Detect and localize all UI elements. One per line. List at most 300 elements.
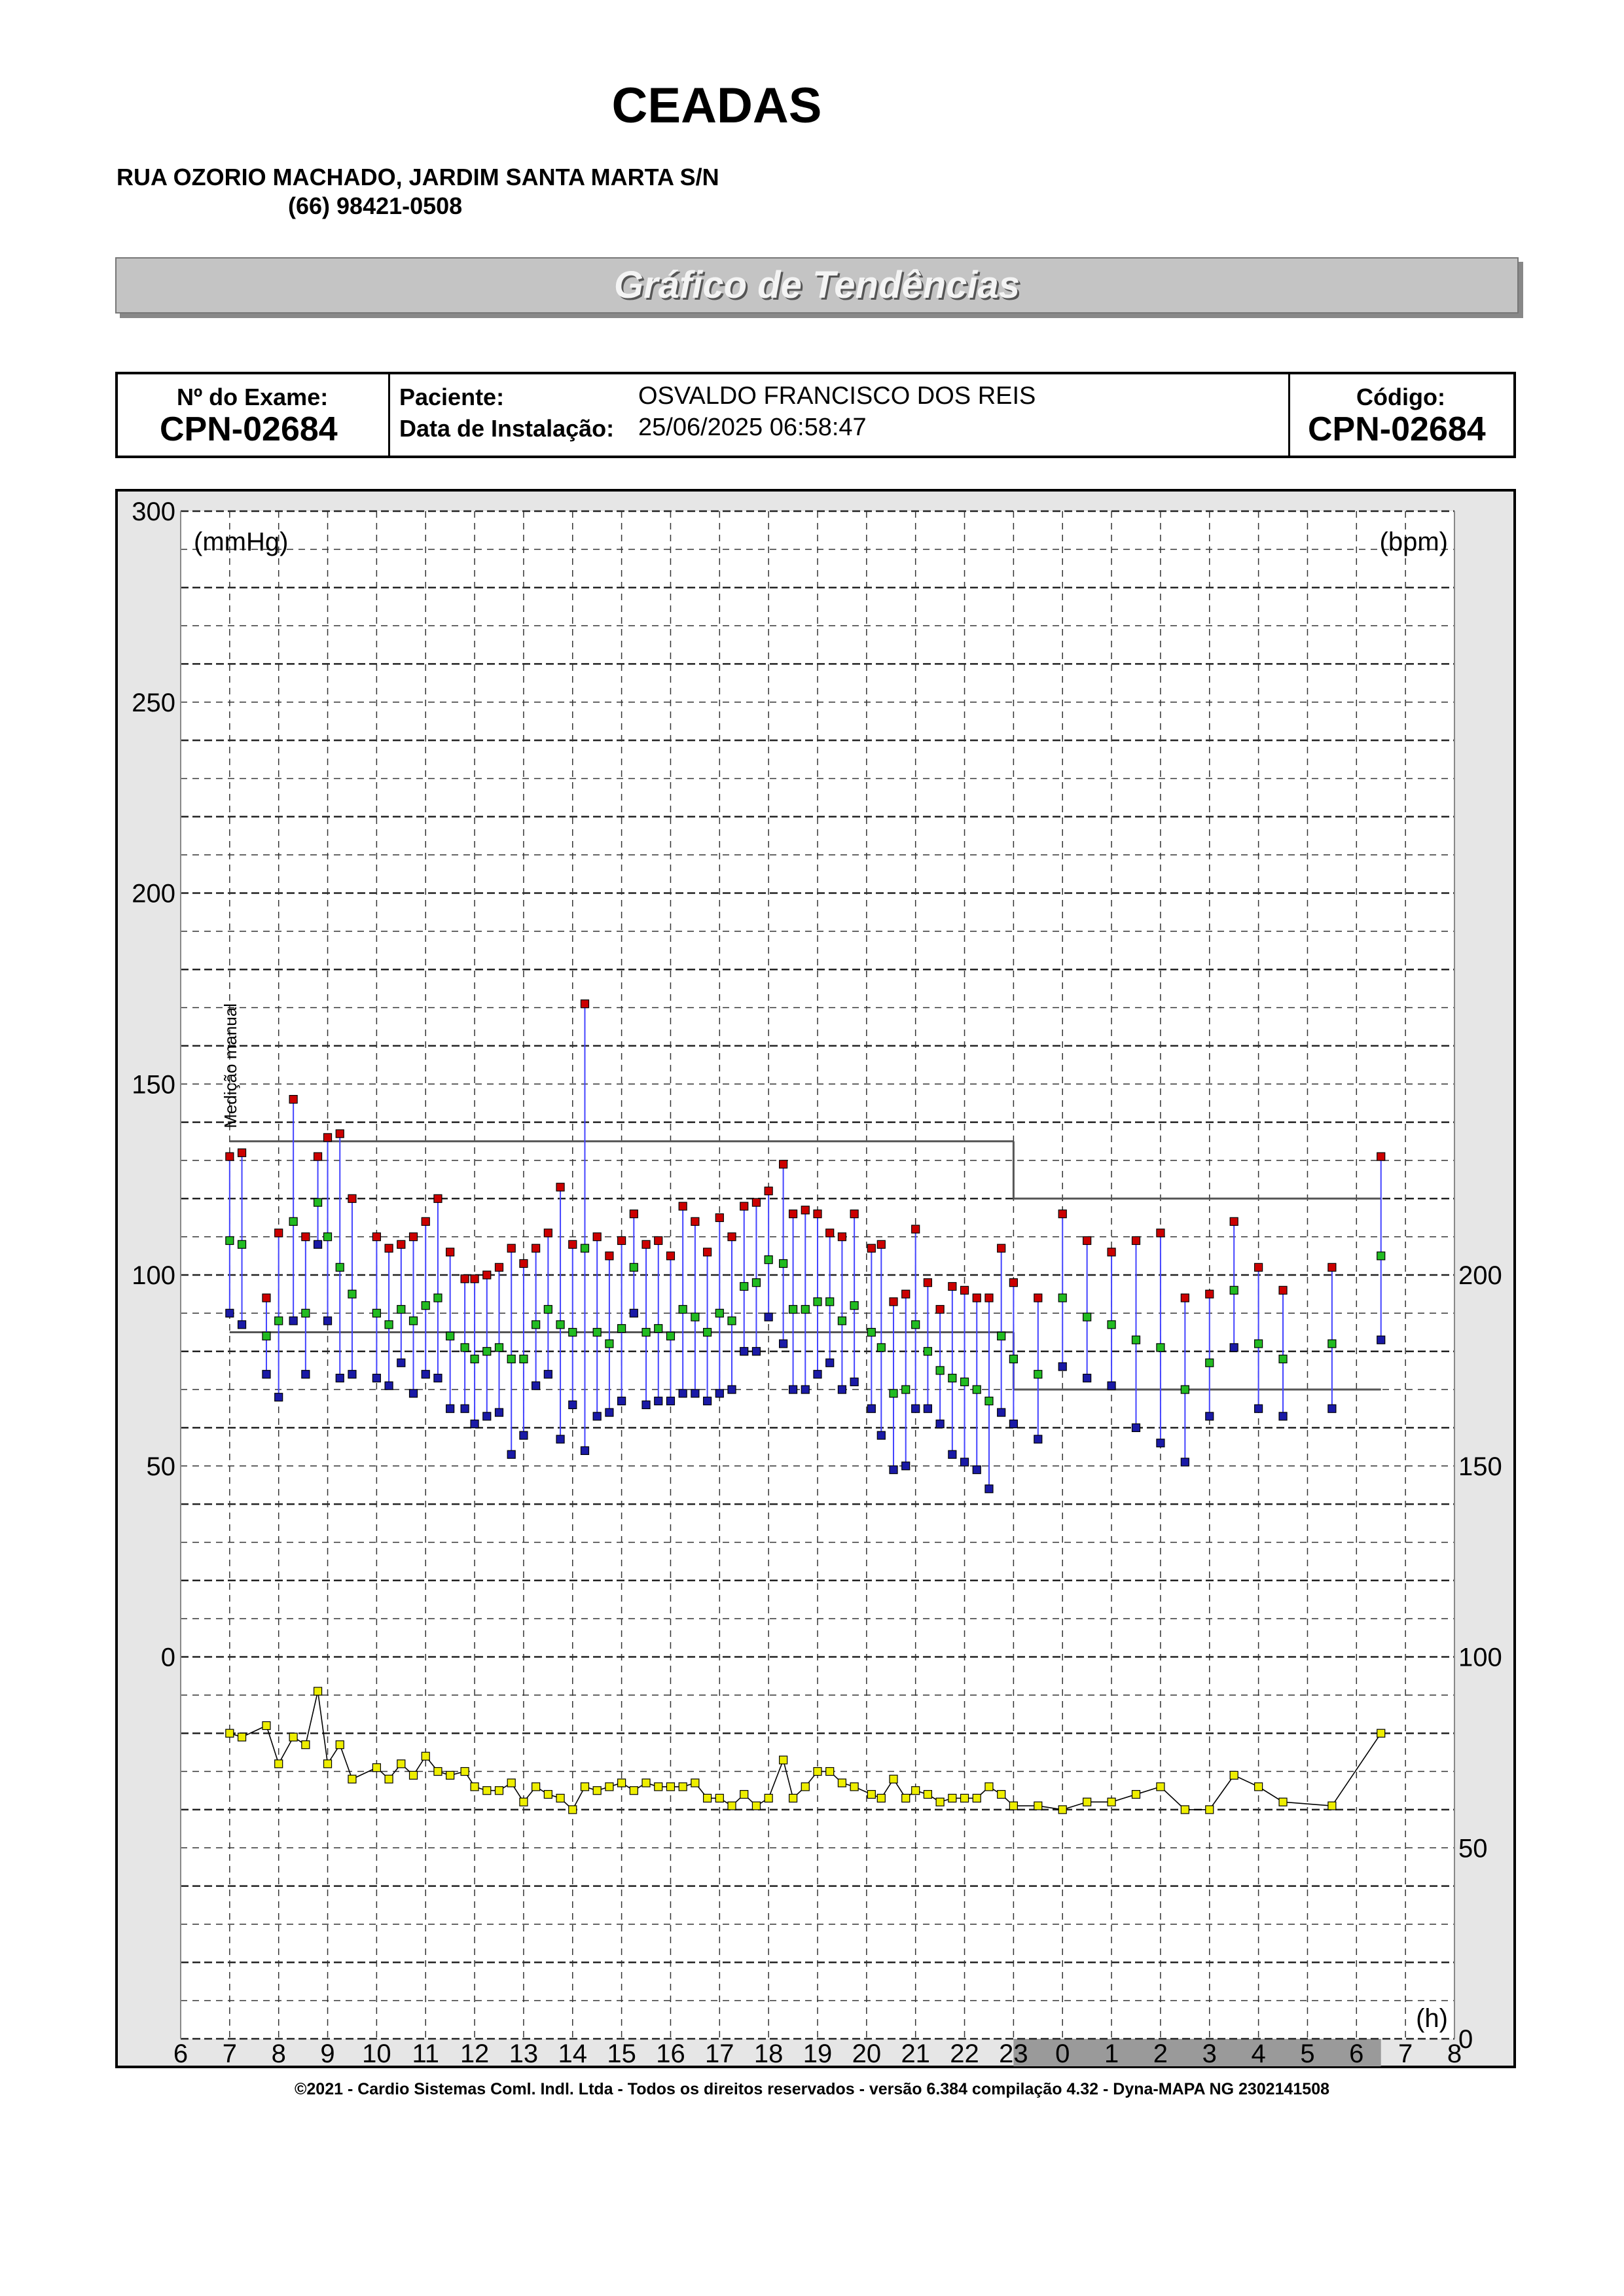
x-axis-tick-label: 9 xyxy=(320,2039,335,2068)
systolic-point xyxy=(912,1225,920,1233)
diastolic-point xyxy=(372,1374,380,1382)
mean-pressure-point xyxy=(385,1321,393,1329)
x-axis-tick-label: 16 xyxy=(656,2039,685,2068)
systolic-point xyxy=(924,1279,931,1287)
systolic-point xyxy=(1108,1248,1115,1256)
diastolic-point xyxy=(691,1390,699,1397)
mean-pressure-point xyxy=(446,1332,454,1340)
heart-rate-point xyxy=(569,1806,577,1814)
mean-pressure-point xyxy=(998,1332,1005,1340)
mean-pressure-point xyxy=(1255,1340,1263,1348)
mean-pressure-point xyxy=(912,1321,920,1329)
x-axis-tick-label: 15 xyxy=(607,2039,636,2068)
heart-rate-point xyxy=(1328,1802,1336,1810)
heart-rate-point xyxy=(507,1779,515,1787)
diastolic-point xyxy=(385,1382,393,1390)
heart-rate-point xyxy=(801,1783,809,1791)
mean-pressure-point xyxy=(520,1355,528,1363)
diastolic-point xyxy=(471,1420,478,1428)
mean-pressure-point xyxy=(372,1309,380,1317)
heart-rate-point xyxy=(1255,1783,1263,1791)
mean-pressure-point xyxy=(397,1306,405,1314)
code-value: CPN-02684 xyxy=(1308,410,1486,448)
systolic-point xyxy=(691,1217,699,1225)
mean-pressure-point xyxy=(838,1317,846,1325)
systolic-point xyxy=(1083,1236,1091,1244)
heart-rate-point xyxy=(814,1768,821,1776)
info-divider xyxy=(388,374,390,456)
copyright-footer: ©2021 - Cardio Sistemas Coml. Indl. Ltda - Todos os direitos reservados - versão 6.384 compilação 4.32 - Dyna-MAPA NG 2302141508 xyxy=(294,2080,1330,2098)
systolic-point xyxy=(780,1160,787,1168)
clinic-name: CEADAS xyxy=(611,78,822,134)
systolic-point xyxy=(961,1286,969,1294)
systolic-point xyxy=(507,1244,515,1252)
heart-rate-point xyxy=(1058,1806,1066,1814)
mean-pressure-point xyxy=(1108,1321,1115,1329)
diastolic-point xyxy=(461,1405,469,1412)
clinic-address: RUA OZORIO MACHADO, JARDIM SANTA MARTA S/N xyxy=(117,164,719,190)
systolic-point xyxy=(410,1233,418,1241)
x-axis-tick-label: 0 xyxy=(1055,2039,1070,2068)
mean-pressure-point xyxy=(410,1317,418,1325)
heart-rate-point xyxy=(890,1775,897,1783)
mean-pressure-point xyxy=(789,1306,797,1314)
mean-pressure-point xyxy=(1083,1313,1091,1321)
x-axis-tick-label: 6 xyxy=(1349,2039,1364,2068)
diastolic-point xyxy=(507,1450,515,1458)
diastolic-point xyxy=(985,1485,993,1493)
heart-rate-point xyxy=(740,1791,748,1799)
systolic-point xyxy=(704,1248,712,1256)
systolic-point xyxy=(728,1233,736,1241)
diastolic-point xyxy=(593,1412,601,1420)
systolic-point xyxy=(1279,1286,1287,1294)
diastolic-point xyxy=(1377,1336,1385,1344)
heart-rate-point xyxy=(630,1787,638,1795)
diastolic-point xyxy=(1328,1405,1336,1412)
systolic-point xyxy=(1328,1263,1336,1271)
mean-pressure-point xyxy=(1377,1252,1385,1260)
diastolic-point xyxy=(740,1348,748,1355)
diastolic-point xyxy=(655,1397,662,1405)
mean-pressure-point xyxy=(226,1236,234,1244)
systolic-point xyxy=(483,1271,491,1279)
heart-rate-point xyxy=(1279,1798,1287,1806)
mean-pressure-point xyxy=(801,1306,809,1314)
heart-rate-point xyxy=(998,1791,1005,1799)
mean-pressure-point xyxy=(630,1263,638,1271)
heart-rate-point xyxy=(704,1794,712,1802)
x-axis-tick-label: 7 xyxy=(1398,2039,1413,2068)
systolic-point xyxy=(679,1202,687,1210)
x-axis-tick-label: 3 xyxy=(1202,2039,1217,2068)
systolic-point xyxy=(877,1240,885,1248)
heart-rate-point xyxy=(544,1791,552,1799)
heart-rate-point xyxy=(262,1722,270,1730)
diastolic-point xyxy=(948,1450,956,1458)
clinic-phone: (66) 98421-0508 xyxy=(288,192,463,219)
diastolic-point xyxy=(1083,1374,1091,1382)
mean-pressure-point xyxy=(461,1344,469,1352)
systolic-point xyxy=(765,1187,772,1195)
right-axis-tick-label: 100 xyxy=(1458,1643,1502,1672)
heart-rate-point xyxy=(948,1794,956,1802)
heart-rate-point xyxy=(867,1791,875,1799)
x-axis-tick-label: 1 xyxy=(1104,2039,1119,2068)
diastolic-point xyxy=(569,1401,577,1408)
x-axis-tick-label: 13 xyxy=(509,2039,539,2068)
systolic-point xyxy=(289,1096,297,1103)
diastolic-point xyxy=(434,1374,442,1382)
diastolic-point xyxy=(890,1466,897,1474)
heart-rate-point xyxy=(520,1798,528,1806)
diastolic-point xyxy=(483,1412,491,1420)
x-axis-tick-label: 10 xyxy=(362,2039,391,2068)
heart-rate-point xyxy=(605,1783,613,1791)
heart-rate-point xyxy=(1157,1783,1164,1791)
mean-pressure-point xyxy=(1157,1344,1164,1352)
patient-label: Paciente: xyxy=(399,384,505,410)
systolic-point xyxy=(985,1294,993,1302)
systolic-point xyxy=(1255,1263,1263,1271)
heart-rate-point xyxy=(483,1787,491,1795)
systolic-point xyxy=(1181,1294,1189,1302)
heart-rate-point xyxy=(289,1733,297,1741)
heart-rate-point xyxy=(446,1771,454,1779)
x-axis-tick-label: 17 xyxy=(705,2039,734,2068)
mean-pressure-point xyxy=(1034,1371,1042,1378)
left-axis-tick-label: 300 xyxy=(132,497,175,526)
heart-rate-point xyxy=(877,1794,885,1802)
systolic-point xyxy=(314,1153,322,1160)
heart-rate-point xyxy=(1206,1806,1214,1814)
diastolic-point xyxy=(1181,1458,1189,1466)
heart-rate-point xyxy=(679,1783,687,1791)
systolic-point xyxy=(867,1244,875,1252)
systolic-point xyxy=(302,1233,310,1241)
diastolic-point xyxy=(289,1317,297,1325)
heart-rate-point xyxy=(826,1768,834,1776)
mean-pressure-point xyxy=(605,1340,613,1348)
heart-rate-point xyxy=(302,1741,310,1749)
heart-rate-point xyxy=(532,1783,540,1791)
mean-pressure-point xyxy=(581,1244,588,1252)
heart-rate-point xyxy=(618,1779,626,1787)
code-label: Código: xyxy=(1356,384,1445,410)
systolic-point xyxy=(666,1252,674,1260)
heart-rate-point xyxy=(789,1794,797,1802)
diastolic-point xyxy=(544,1371,552,1378)
x-axis-tick-label: 21 xyxy=(901,2039,930,2068)
diastolic-point xyxy=(850,1378,858,1386)
heart-rate-point xyxy=(728,1802,736,1810)
mean-pressure-point xyxy=(704,1329,712,1336)
mean-pressure-point xyxy=(752,1279,760,1287)
diastolic-point xyxy=(715,1390,723,1397)
heart-rate-point xyxy=(1132,1791,1140,1799)
heart-rate-point xyxy=(314,1687,322,1695)
heart-rate-point xyxy=(985,1783,993,1791)
diastolic-point xyxy=(556,1435,564,1443)
diastolic-point xyxy=(780,1340,787,1348)
mean-pressure-point xyxy=(507,1355,515,1363)
diastolic-point xyxy=(912,1405,920,1412)
systolic-point xyxy=(397,1240,405,1248)
diastolic-point xyxy=(1009,1420,1017,1428)
diastolic-point xyxy=(1206,1412,1214,1420)
mean-pressure-point xyxy=(556,1321,564,1329)
mean-pressure-point xyxy=(1230,1286,1238,1294)
heart-rate-point xyxy=(434,1768,442,1776)
heart-rate-point xyxy=(410,1771,418,1779)
diastolic-point xyxy=(765,1313,772,1321)
systolic-point xyxy=(752,1198,760,1206)
heart-rate-point xyxy=(385,1775,393,1783)
systolic-point xyxy=(1009,1279,1017,1287)
heart-rate-point xyxy=(397,1760,405,1768)
right-axis-tick-label: 200 xyxy=(1458,1261,1502,1290)
diastolic-point xyxy=(520,1431,528,1439)
diastolic-point xyxy=(961,1458,969,1466)
systolic-point xyxy=(655,1236,662,1244)
systolic-point xyxy=(973,1294,981,1302)
x-axis-tick-label: 20 xyxy=(852,2039,882,2068)
diastolic-point xyxy=(238,1321,246,1329)
systolic-point xyxy=(1034,1294,1042,1302)
heart-rate-point xyxy=(902,1794,910,1802)
right-axis-tick-label: 0 xyxy=(1458,2025,1473,2054)
diastolic-point xyxy=(752,1348,760,1355)
report-title-banner xyxy=(115,257,1519,314)
mean-pressure-point xyxy=(1009,1355,1017,1363)
left-axis-tick-label: 50 xyxy=(146,1452,175,1481)
mean-pressure-point xyxy=(902,1386,910,1393)
mean-pressure-point xyxy=(1058,1294,1066,1302)
x-axis-tick-label: 11 xyxy=(412,2039,439,2068)
x-axis-tick-label: 12 xyxy=(460,2039,490,2068)
diastolic-point xyxy=(973,1466,981,1474)
systolic-point xyxy=(740,1202,748,1210)
x-axis-tick-label: 8 xyxy=(1447,2039,1462,2068)
systolic-point xyxy=(581,1000,588,1008)
mean-pressure-point xyxy=(302,1309,310,1317)
heart-rate-point xyxy=(324,1760,332,1768)
mean-pressure-point xyxy=(973,1386,981,1393)
diastolic-point xyxy=(532,1382,540,1390)
mean-pressure-point xyxy=(691,1313,699,1321)
systolic-point xyxy=(461,1275,469,1283)
heart-rate-point xyxy=(1377,1729,1385,1737)
diastolic-point xyxy=(642,1401,650,1408)
mean-pressure-point xyxy=(877,1344,885,1352)
systolic-point xyxy=(948,1283,956,1291)
systolic-point xyxy=(556,1183,564,1191)
mean-pressure-point xyxy=(262,1332,270,1340)
mean-pressure-point xyxy=(765,1256,772,1264)
mean-pressure-point xyxy=(496,1344,503,1352)
right-axis-tick-label: 50 xyxy=(1458,1834,1488,1863)
mean-pressure-point xyxy=(985,1397,993,1405)
heart-rate-point xyxy=(461,1768,469,1776)
systolic-point xyxy=(262,1294,270,1302)
diastolic-point xyxy=(728,1386,736,1393)
systolic-point xyxy=(226,1153,234,1160)
mean-pressure-point xyxy=(348,1290,356,1298)
heart-rate-point xyxy=(372,1764,380,1772)
heart-rate-point xyxy=(226,1729,234,1737)
diastolic-point xyxy=(666,1397,674,1405)
diastolic-point xyxy=(275,1393,283,1401)
diastolic-point xyxy=(924,1405,931,1412)
x-axis-tick-label: 22 xyxy=(950,2039,979,2068)
systolic-point xyxy=(496,1263,503,1271)
diastolic-point xyxy=(1108,1382,1115,1390)
diastolic-point xyxy=(801,1386,809,1393)
x-axis-tick-label: 19 xyxy=(803,2039,833,2068)
heart-rate-point xyxy=(471,1783,478,1791)
heart-rate-point xyxy=(666,1783,674,1791)
left-axis-unit: (mmHg) xyxy=(194,528,289,556)
systolic-point xyxy=(998,1244,1005,1252)
mean-pressure-point xyxy=(532,1321,540,1329)
mean-pressure-point xyxy=(961,1378,969,1386)
left-axis-tick-label: 0 xyxy=(160,1643,175,1672)
mean-pressure-point xyxy=(238,1240,246,1248)
mean-pressure-point xyxy=(740,1283,748,1291)
mean-pressure-point xyxy=(948,1374,956,1382)
systolic-point xyxy=(336,1130,344,1138)
heart-rate-point xyxy=(275,1760,283,1768)
diastolic-point xyxy=(1230,1344,1238,1352)
systolic-point xyxy=(520,1259,528,1267)
mean-pressure-point xyxy=(867,1329,875,1336)
mean-pressure-point xyxy=(715,1309,723,1317)
x-axis-tick-label: 18 xyxy=(753,2039,784,2068)
mean-pressure-point xyxy=(890,1390,897,1397)
diastolic-point xyxy=(581,1446,588,1454)
mean-pressure-point xyxy=(728,1317,736,1325)
systolic-point xyxy=(850,1210,858,1218)
diastolic-point xyxy=(324,1317,332,1325)
heart-rate-point xyxy=(1181,1806,1189,1814)
systolic-point xyxy=(902,1290,910,1298)
heart-rate-point xyxy=(238,1733,246,1741)
systolic-point xyxy=(1206,1290,1214,1298)
x-axis-tick-label: 5 xyxy=(1300,2039,1315,2068)
diastolic-point xyxy=(314,1240,322,1248)
systolic-point xyxy=(434,1194,442,1202)
systolic-point xyxy=(348,1194,356,1202)
systolic-point xyxy=(789,1210,797,1218)
systolic-point xyxy=(372,1233,380,1241)
diastolic-point xyxy=(422,1371,429,1378)
heart-rate-point xyxy=(655,1783,662,1791)
mean-pressure-point xyxy=(1132,1336,1140,1344)
mean-pressure-point xyxy=(618,1325,626,1333)
mean-pressure-point xyxy=(655,1325,662,1333)
diastolic-point xyxy=(867,1405,875,1412)
heart-rate-point xyxy=(765,1794,772,1802)
diastolic-point xyxy=(302,1371,310,1378)
diastolic-point xyxy=(605,1408,613,1416)
diastolic-point xyxy=(1279,1412,1287,1420)
diastolic-point xyxy=(226,1309,234,1317)
exam-number-label: Nº do Exame: xyxy=(177,384,329,410)
left-axis-tick-label: 200 xyxy=(132,879,175,908)
report-title: Gráfico de Tendências xyxy=(614,264,1020,306)
heart-rate-point xyxy=(1034,1802,1042,1810)
diastolic-point xyxy=(877,1431,885,1439)
mean-pressure-point xyxy=(324,1233,332,1241)
systolic-point xyxy=(446,1248,454,1256)
diastolic-point xyxy=(618,1397,626,1405)
systolic-point xyxy=(1230,1217,1238,1225)
right-axis-unit: (bpm) xyxy=(1379,528,1448,556)
diastolic-point xyxy=(397,1359,405,1367)
heart-rate-point xyxy=(715,1794,723,1802)
x-axis-tick-label: 14 xyxy=(558,2039,588,2068)
heart-rate-point xyxy=(936,1798,944,1806)
diastolic-point xyxy=(1034,1435,1042,1443)
mean-pressure-point xyxy=(936,1367,944,1374)
x-axis-tick-label: 23 xyxy=(999,2039,1028,2068)
mean-pressure-point xyxy=(593,1329,601,1336)
heart-rate-point xyxy=(496,1787,503,1795)
mean-pressure-point xyxy=(780,1259,787,1267)
systolic-point xyxy=(569,1240,577,1248)
diastolic-point xyxy=(998,1408,1005,1416)
systolic-point xyxy=(936,1306,944,1314)
heart-rate-point xyxy=(581,1783,588,1791)
heart-rate-point xyxy=(1230,1771,1238,1779)
systolic-point xyxy=(238,1149,246,1157)
info-divider xyxy=(1288,374,1290,456)
heart-rate-point xyxy=(556,1794,564,1802)
mean-pressure-point xyxy=(422,1302,429,1310)
x-axis-tick-label: 8 xyxy=(271,2039,286,2068)
heart-rate-point xyxy=(348,1775,356,1783)
mean-pressure-point xyxy=(289,1217,297,1225)
heart-rate-point xyxy=(1009,1802,1017,1810)
right-axis-tick-label: 150 xyxy=(1458,1452,1502,1481)
heart-rate-point xyxy=(780,1756,787,1764)
mean-pressure-point xyxy=(569,1329,577,1336)
diastolic-point xyxy=(902,1462,910,1470)
systolic-point xyxy=(1058,1210,1066,1218)
trend-chart xyxy=(115,489,1516,2068)
x-axis-unit: (h) xyxy=(1416,2004,1448,2033)
systolic-point xyxy=(814,1210,821,1218)
mean-pressure-point xyxy=(275,1317,283,1325)
mean-pressure-point xyxy=(1279,1355,1287,1363)
diastolic-point xyxy=(262,1371,270,1378)
diastolic-point xyxy=(789,1386,797,1393)
systolic-point xyxy=(324,1134,332,1141)
diastolic-point xyxy=(496,1408,503,1416)
heart-rate-point xyxy=(752,1802,760,1810)
diastolic-point xyxy=(630,1309,638,1317)
systolic-point xyxy=(1132,1236,1140,1244)
diastolic-point xyxy=(410,1390,418,1397)
diastolic-point xyxy=(348,1371,356,1378)
diastolic-point xyxy=(814,1371,821,1378)
diastolic-point xyxy=(1132,1424,1140,1431)
mean-pressure-point xyxy=(814,1298,821,1306)
systolic-point xyxy=(593,1233,601,1241)
install-date-value: 25/06/2025 06:58:47 xyxy=(638,414,867,441)
heart-rate-point xyxy=(336,1741,344,1749)
systolic-point xyxy=(532,1244,540,1252)
